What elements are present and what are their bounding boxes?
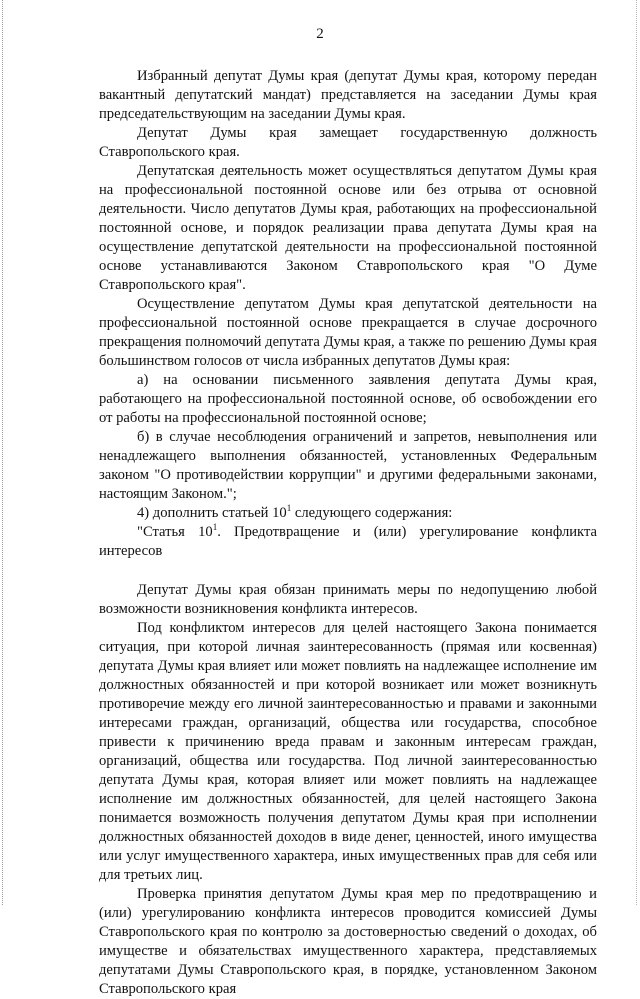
paragraph: Депутатская деятельность может осуществляться депутатом Думы края на профессиональной постоянной основе или без отрыва от основной деятельности. Число депутатов Думы края, работающих на профессиональной постоянной основе, и порядок реализации права депутата Думы края на осуществление депутатской деятельности на профессиональной постоянной основе устанавливаются Законом Ставропольского края "О Думе Ставропольского края". <box>99 163 597 293</box>
scan-edge-left <box>2 0 5 905</box>
article-paragraph: Проверка принятия депутатом Думы края мер по предотвращению и (или) урегулированию конфликта интересов проводится комиссией Думы Ставропольского края по контролю за достоверностью сведений о доходах, об имуществе и обязательствах имущественного характера, представляемых депутатами Думы Ставропольского края, в порядке, установленном Законом Ставропольского края <box>99 886 597 997</box>
item4-text-end: следующего содержания: <box>291 505 453 521</box>
list-item-b: б) в случае несоблюдения ограничений и запретов, невыполнения или ненадлежащего выполнения обязанностей, установленных Федеральным законом "О противодействии коррупции" и другими федеральными законами, настоящим Законом."; <box>99 429 597 502</box>
paragraph: Депутат Думы края замещает государственную должность Ставропольского края. <box>99 125 597 160</box>
article-paragraph: Под конфликтом интересов для целей настоящего Закона понимается ситуация, при которой личная заинтересованность (прямая или косвенная) депутата Думы края влияет или может повлиять на надлежащее исполнение им должностных обязанностей и при которой возникает или может возникнуть противоречие между его личной заинтересованностью и правами и законными интересами граждан, организаций, общества или государства, способное привести к причинению вреда правам и законным интересам граждан, организаций, общества или государства. Под личной заинтересованностью депутата Думы края, которая влияет или может повлиять на надлежащее исполнение им должностных обязанностей, для целей настоящего Закона понимается возможность получения депутатом Думы края при исполнении должностных обязанностей доходов в виде денег, ценностей, иного имущества или услуг имущественного характера, иных имущественных прав для себя или для третьих лиц. <box>99 620 597 883</box>
article-heading-title: . Предотвращение и (или) урегулирование конфликта интересов <box>99 524 597 559</box>
page-number: 2 <box>316 26 324 42</box>
scan-edge-right <box>634 0 637 905</box>
article-paragraph: Депутат Думы края обязан принимать меры по недопущению любой возможности возникновения конфликта интересов. <box>99 582 597 617</box>
amendment-item-4 <box>99 504 597 523</box>
article-heading-text: "Статья 10 <box>137 524 213 540</box>
document-body <box>99 67 597 999</box>
item4-text: 4) дополнить статьей 10 <box>137 505 287 521</box>
paragraph: Избранный депутат Думы края (депутат Думы края, которому передан вакантный депутатский мандат) представляется на заседании Думы края председательствующим на заседании Думы края. <box>99 68 597 122</box>
article-heading-superscript: 1 <box>212 522 218 532</box>
list-item-a: а) на основании письменного заявления депутата Думы края, работающего на профессиональной постоянной основе, об освобождении его от работы на профессиональной постоянной основе; <box>99 372 597 426</box>
article-heading <box>99 523 597 561</box>
item4-superscript: 1 <box>286 503 292 513</box>
paragraph: Осуществление депутатом Думы края депутатской деятельности на профессиональной постоянной основе прекращается в случае досрочного прекращения полномочий депутата Думы края, а также по решению Думы края большинством голосов от числа избранных депутатов Думы края: <box>99 296 597 369</box>
